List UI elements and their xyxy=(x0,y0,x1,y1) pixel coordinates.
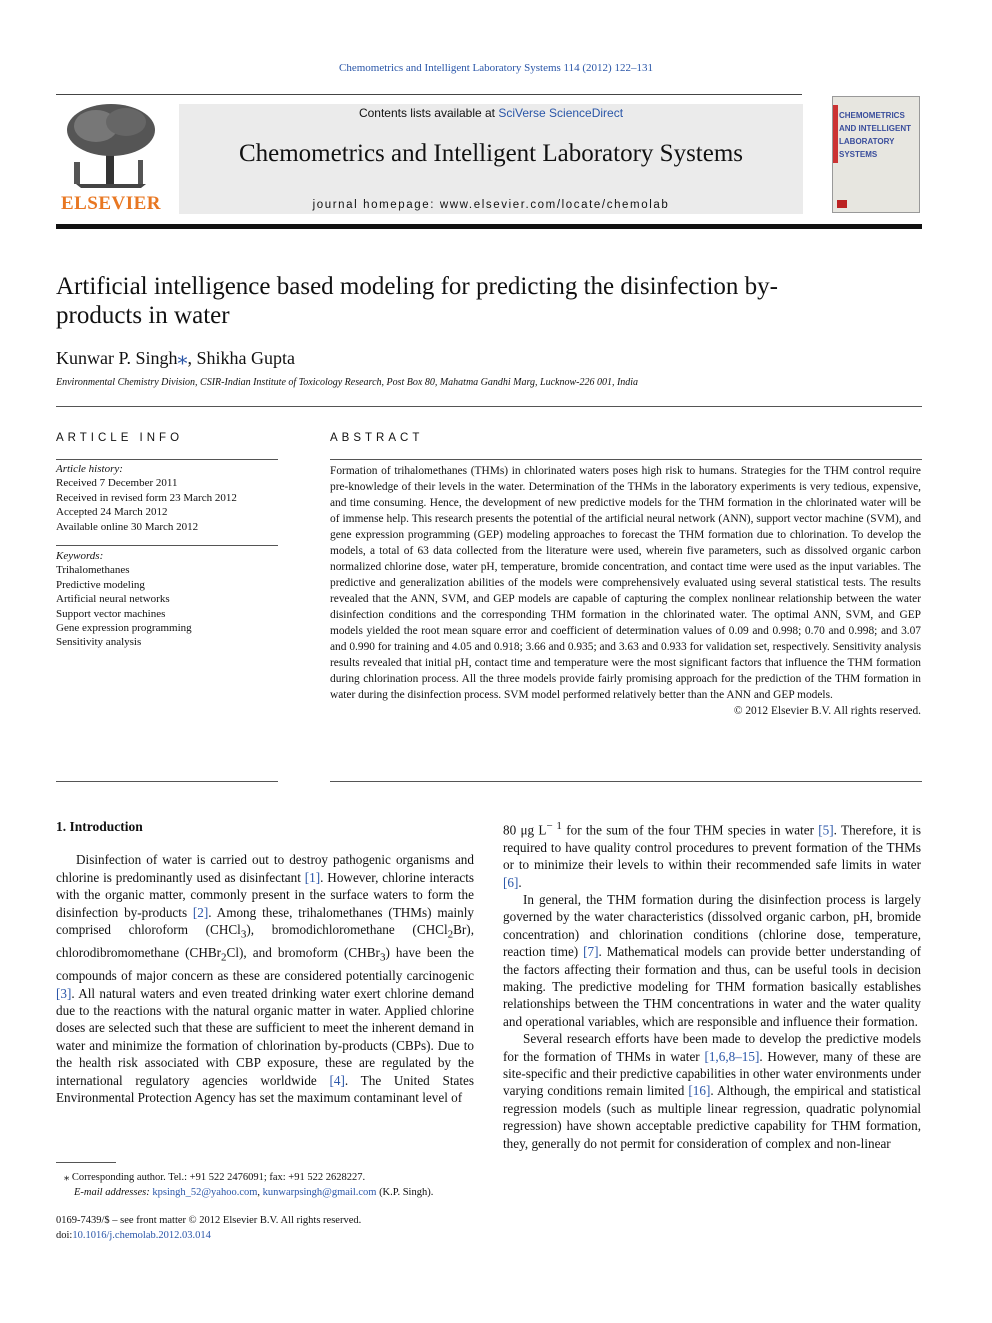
keyword: Sensitivity analysis xyxy=(56,636,142,649)
corresponding-author-mark[interactable]: ⁎ xyxy=(177,347,188,369)
citation-link[interactable]: [4] xyxy=(329,1072,345,1088)
divider xyxy=(56,545,278,546)
citation-link[interactable]: [16] xyxy=(688,1083,711,1099)
copyright: © 2012 Elsevier B.V. All rights reserved. xyxy=(733,705,921,717)
cover-title xyxy=(839,109,916,161)
article-info-heading: ARTICLE INFO xyxy=(56,432,184,444)
email-note: E-mail addresses: kpsingh_52@yahoo.com, kunwarpsingh@gmail.com (K.P. Singh). xyxy=(74,1187,434,1198)
contents-prefix: Contents lists available at xyxy=(358,106,499,120)
cover-title-line: CHEMOMETRICS xyxy=(839,111,905,120)
paragraph: Disinfection of water is carried out to destroy pathogenic organisms and chlorine is predominantly used as disinfectant [1]. However, chlorine interacts with the organic matter, commonly present in the surface waters to form the disinfection by-products [2]. Among these, trihalomethanes (THMs) mainly comprised chloroform (CHCl$_3$), bromodichloromethane (CHCl$_2$Br), chlorodibromomethane (CHBr$_2$Cl), and bromoform (CHBr$_3$) have been the compounds of major concern as these are considered potentially carcinogenic [3]. All natural waters and even treated drinking water exert chlorine demand due to the reactions with the natural organic matter in water. Applied chlorine doses are selected such that these are sufficient to meet the inherent demand in water and minimize the formation of chlorination by-products (CBPs). Due to the health risk associated with CBP exposure, these are regulated by the international regulatory agencies worldwide [4]. The United States Environmental Protection Agency has set the maximum contaminant level of xyxy=(56,852,474,1105)
citation-link[interactable]: [5] xyxy=(818,822,834,838)
history-item: Accepted 24 March 2012 xyxy=(56,506,168,519)
author-name[interactable]: Shikha Gupta xyxy=(196,348,296,368)
journal-reference[interactable]: Chemometrics and Intelligent Laboratory Systems 114 (2012) 122–131 xyxy=(339,62,653,74)
author-name[interactable]: Kunwar P. Singh xyxy=(56,348,178,368)
cover-title-line: AND INTELLIGENT xyxy=(839,124,911,133)
keywords-label: Keywords: xyxy=(56,550,104,562)
email-link[interactable]: kunwarpsingh@gmail.com xyxy=(262,1187,377,1198)
citation-link[interactable]: [6] xyxy=(503,874,519,890)
publisher-name: ELSEVIER xyxy=(60,193,162,214)
sciencedirect-link[interactable]: SciVerse ScienceDirect xyxy=(498,106,624,120)
cover-title-line: LABORATORY xyxy=(839,137,895,146)
divider xyxy=(56,406,922,407)
intro-right-column xyxy=(503,818,921,1152)
article-history xyxy=(56,462,278,534)
paragraph: Several research efforts have been made to develop the predictive models for the formation of THMs in water [1,6,8–15]. However, many of these are site-specific and their predictive capabilities in other water environments under varying conditions remain limited [16]. Although, the empirical and statistical regression models (such as multiple linear regression, quadratic polynomial regression) have shown acceptable predictive capability for THM formation, they, generally do not permit for consideration of complex and non-linear xyxy=(503,1031,921,1151)
paragraph: 80 μg $L^{- 1}$ for the sum of the four THM species in water [5]. Therefore, it is required to have quality control procedures to prevent formation of the THMs or to minimize their levels to within their recommended safe limits in water [6]. xyxy=(503,820,921,890)
affiliation: Environmental Chemistry Division, CSIR-Indian Institute of Toxicology Research, Post Box 80, Mahatma Gandhi Marg, Lucknow-226 001, India xyxy=(56,377,639,388)
intro-left-column xyxy=(56,818,474,1106)
keyword: Predictive modeling xyxy=(56,578,145,591)
section-heading: 1. Introduction xyxy=(56,819,143,834)
cover-mark xyxy=(837,200,847,208)
citation-link[interactable]: [2] xyxy=(192,904,209,920)
header-top-rule xyxy=(56,94,802,95)
abstract-heading: ABSTRACT xyxy=(330,432,424,444)
citation-link[interactable]: [7] xyxy=(583,944,599,960)
keyword: Trihalomethanes xyxy=(56,564,130,577)
keywords xyxy=(56,549,278,650)
keyword: Artificial neural networks xyxy=(56,593,170,606)
author-separator: , xyxy=(187,348,197,368)
abstract-text: Formation of trihalomethanes (THMs) in chlorinated waters poses high risk to humans. Strategies for the THM control require pre-knowledge of their levels in the water. Determination of the THMs in the laboratory experiments is very tedious, expensive, and time consuming. Hence, the development of new predictive models for the THM formation in the chlorinated water will be of immense help. This research presents the potential of the artificial neural network (ANN), support vector machine (SVM), and gene expression programming (GEP) modeling approaches to forecast the THM formation due to chlorination. To develop the models, a total of 63 data collected from the literature were used, wherein five parameters, such as dissolved organic carbon normalized chlorine dose, water pH, temperature, bromide concentration, and contact time were used as the input variables. The predictive and generalization abilities of the models were comprehensively evaluated using several statistical tests. The results revealed that the ANN, SVM, and GEP models are capable of capturing the complex nonlinear relationship between the water disinfection conditions and the corresponding THM formation in the chlorinated water. The optimal ANN, SVM, and GEP models yielded the root mean square error and coefficient of determination values of 0.09 and 0.998; 0.70 and 0.998; and 3.07 and 0.990 for training and 4.05 and 0.918; 3.66 and 0.935; and 3.63 and 0.933 for validation set, respectively. Sensitivity analysis results revealed that initial pH, contact time and temperature were the most significant factors that influence the THM formation during chlorination process. All the three models provide fairly promising approach for the prediction of the THM formation in water during the disinfection process. SVM model performed relatively better than the ANN and GEP models. xyxy=(330,465,921,701)
divider xyxy=(330,459,922,460)
header-rule xyxy=(56,224,922,229)
divider xyxy=(56,459,278,460)
citation-link[interactable]: [3] xyxy=(56,985,72,1001)
cover-title-line: SYSTEMS xyxy=(839,150,878,159)
email-link[interactable]: kpsingh_52@yahoo.com xyxy=(152,1187,258,1198)
journal-title: Chemometrics and Intelligent Laboratory Systems xyxy=(238,140,744,167)
doi-line: doi:10.1016/j.chemolab.2012.03.014 xyxy=(56,1230,211,1241)
front-matter xyxy=(56,1213,486,1243)
tree-logo-icon xyxy=(56,100,166,192)
contents-line xyxy=(179,106,803,120)
keyword: Support vector machines xyxy=(56,607,166,620)
email-label: E-mail addresses: xyxy=(74,1187,153,1198)
history-item: Available online 30 March 2012 xyxy=(56,520,199,533)
article-title: Artificial intelligence based modeling for predicting the disinfection by-products in water xyxy=(56,273,778,329)
doi-link[interactable]: 10.1016/j.chemolab.2012.03.014 xyxy=(72,1230,211,1241)
issn-line: 0169-7439/$ – see front matter © 2012 Elsevier B.V. All rights reserved. xyxy=(56,1215,362,1226)
citation-link[interactable]: [1,6,8–15] xyxy=(704,1048,760,1064)
keyword: Gene expression programming xyxy=(56,622,192,635)
cover-strip xyxy=(833,105,838,163)
history-item: Received 7 December 2011 xyxy=(56,477,178,490)
citation-link[interactable]: [1] xyxy=(304,869,321,885)
history-item: Received in revised form 23 March 2012 xyxy=(56,491,237,504)
abstract xyxy=(330,463,921,719)
footnotes xyxy=(64,1170,484,1200)
author-list xyxy=(56,345,295,370)
paragraph: In general, the THM formation during the disinfection process is largely governed by the water characteristics (dissolved organic carbon, pH, bromide concentration) and chlorination conditions (chlorine dose, temperature, reaction time) [7]. Mathematical models can provide better understanding of the factors affecting their formation and thus, can be useful tools in decision making. The predictive modeling for THM formation basically establishes relationships between the THM concentrations in water and the water quality and operational variables, which are responsible and influence their formation. xyxy=(503,892,922,1029)
journal-banner xyxy=(179,104,803,214)
elsevier-logo[interactable] xyxy=(56,100,166,215)
journal-cover[interactable] xyxy=(832,96,920,213)
history-label: Article history: xyxy=(56,463,123,475)
divider xyxy=(56,781,278,782)
journal-homepage[interactable]: journal homepage: www.elsevier.com/locate/chemolab xyxy=(312,199,670,211)
footnote-rule xyxy=(56,1162,116,1163)
divider xyxy=(330,781,922,782)
corresponding-author-note: ⁎ Corresponding author. Tel.: +91 522 2476091; fax: +91 522 2628227. xyxy=(64,1172,366,1183)
